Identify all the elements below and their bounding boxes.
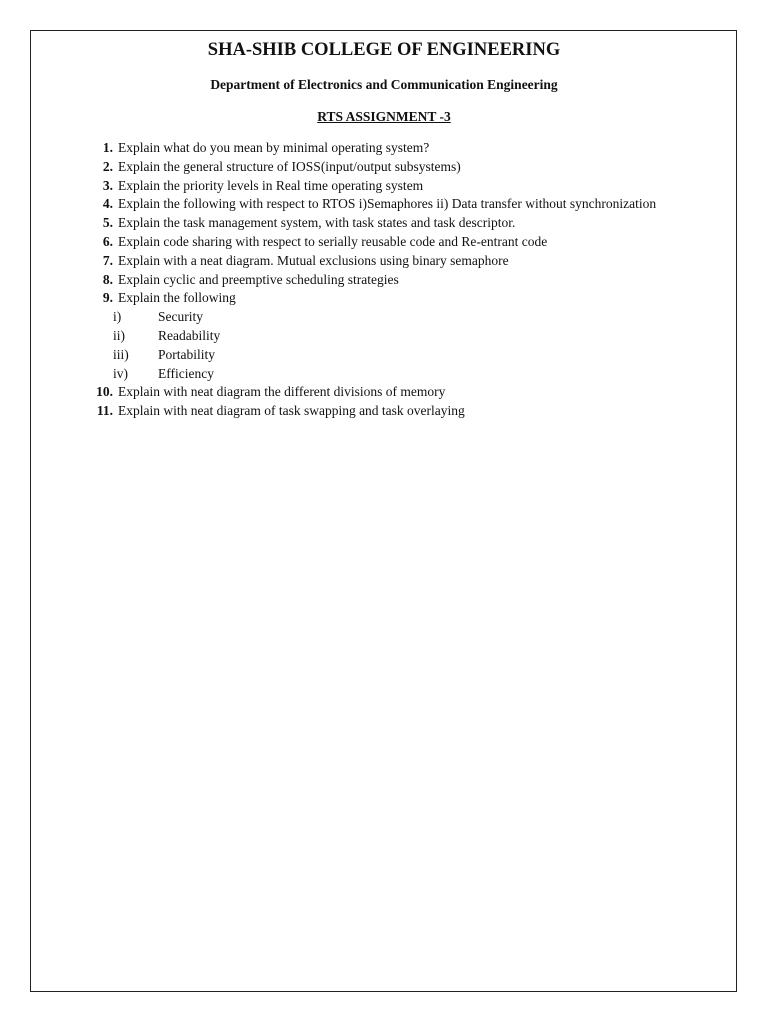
assignment-title: RTS ASSIGNMENT -3 bbox=[317, 109, 451, 124]
question-item bbox=[80, 402, 720, 421]
question-item bbox=[80, 383, 720, 402]
question-item bbox=[80, 214, 720, 233]
sub-item-text: Readability bbox=[158, 327, 221, 343]
question-item bbox=[80, 177, 720, 196]
question-number: 4. bbox=[102, 196, 113, 212]
question-text: Explain with neat diagram the different divisions of memory bbox=[118, 384, 446, 400]
question-text: Explain the priority levels in Real time operating system bbox=[118, 177, 424, 193]
sub-item-numeral: iv) bbox=[113, 365, 128, 381]
question-list bbox=[80, 139, 720, 421]
question-number: 6. bbox=[102, 233, 113, 249]
question-item bbox=[80, 233, 720, 252]
sub-item-numeral: i) bbox=[113, 309, 122, 325]
sub-item-numeral: iii) bbox=[113, 346, 129, 362]
question-text: Explain code sharing with respect to serially reusable code and Re-entrant code bbox=[118, 233, 548, 249]
question-text: Explain what do you mean by minimal operating system? bbox=[118, 140, 430, 155]
question-number: 2. bbox=[102, 158, 113, 174]
question-text: Explain cyclic and preemptive scheduling strategies bbox=[118, 271, 399, 287]
sub-item-group bbox=[80, 308, 720, 383]
question-text: Explain the general structure of IOSS(input/output subsystems) bbox=[118, 158, 461, 174]
sub-item bbox=[80, 365, 720, 384]
question-text: Explain with a neat diagram. Mutual exclusions using binary semaphore bbox=[118, 252, 509, 268]
question-item bbox=[80, 271, 720, 290]
question-number: 11. bbox=[96, 403, 113, 419]
question-text: Explain the task management system, with task states and task descriptor. bbox=[118, 215, 516, 231]
sub-item-text: Security bbox=[158, 309, 203, 325]
question-item bbox=[80, 139, 720, 158]
sub-item bbox=[80, 308, 720, 327]
sub-item-text: Efficiency bbox=[158, 365, 214, 381]
college-title: SHA-SHIB COLLEGE OF ENGINEERING bbox=[207, 40, 561, 60]
sub-item bbox=[80, 327, 720, 346]
question-item bbox=[80, 195, 720, 214]
question-item bbox=[80, 289, 720, 308]
question-text: Explain the following with respect to RTOS i)Semaphores ii) Data transfer without synchronization bbox=[118, 196, 657, 212]
question-number: 9. bbox=[102, 290, 113, 306]
question-number: 3. bbox=[102, 177, 113, 193]
question-number: 7. bbox=[102, 252, 113, 268]
question-text: Explain the following bbox=[118, 290, 236, 306]
question-item bbox=[80, 252, 720, 271]
question-item bbox=[80, 158, 720, 177]
sub-item-numeral: ii) bbox=[113, 327, 125, 343]
question-number: 8. bbox=[102, 271, 113, 287]
question-number: 10. bbox=[96, 384, 113, 400]
question-text: Explain with neat diagram of task swapping and task overlaying bbox=[118, 403, 465, 419]
question-number: 5. bbox=[102, 215, 113, 231]
sub-item-list bbox=[80, 308, 720, 383]
department-title: Department of Electronics and Communication Engineering bbox=[210, 77, 558, 92]
question-number: 1. bbox=[102, 140, 113, 155]
sub-item-text: Portability bbox=[158, 346, 215, 362]
sub-item bbox=[80, 346, 720, 365]
